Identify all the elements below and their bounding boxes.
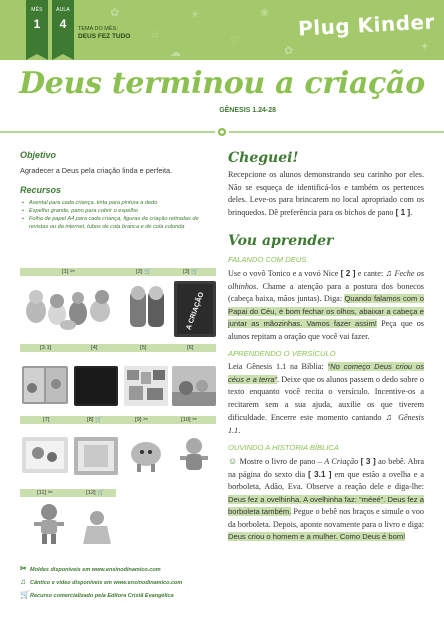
baby-icon: ☺ [228, 456, 238, 466]
recursos-list [20, 199, 216, 231]
doodle-cloud-icon: ☁ [170, 47, 181, 59]
left-column [20, 150, 216, 231]
aula-label: AULA [56, 7, 70, 13]
doodle-star-icon: ✦ [420, 41, 430, 53]
figure-label-7: [7] [43, 417, 50, 423]
sheep-image [124, 434, 168, 476]
painting-image [22, 437, 68, 473]
doodle-star-icon: ☆ [150, 29, 160, 41]
versiculo-heading: APRENDENDO O VERSÍCULO [228, 349, 336, 358]
doodle-leaf-icon: ✿ [110, 7, 120, 19]
stuffed-animals-image [22, 281, 120, 331]
footer-cantico: ♫ Cântico e vídeo disponíveis em www.ensinodinamico.com [20, 577, 183, 586]
doodle-heart-icon: ♡ [230, 35, 240, 47]
mirror-image [74, 437, 118, 475]
falando-text: Use o vovô Tonico e a vovó Nice [ 2 ] e cante: ♫ Feche os olhinhos. Chame a atenção para a postura dos bonecos (cabeça baixa, mãos juntas). Diga: Quando falamos com o Papai do Céu, é bom fechar os olhos, abaixar a cabeça e juntar as mãozinhas. Vamos fazer assim! Peça que os alunos repitam a oração que você vai fazer. [228, 268, 425, 341]
decorative-divider [0, 126, 444, 138]
figure-label-10: [10] ✂ [181, 417, 198, 423]
figure-label-12: [12] 🛒 [86, 490, 105, 496]
figure-label-3: [3] 🛒 [183, 269, 199, 275]
aula-tab [52, 0, 74, 54]
cheguei-text: Recepcione os alunos demonstrando seu carinho por eles. Não se esqueça de identificá-los e também os pertences deles. Leve-os para brincarem no local apropriado com os brinquedos. Dê preferência para os bichos de pano [ 1 ]. [228, 170, 424, 217]
historia-heading: OUVINDO A HISTÓRIA BÍBLICA [228, 443, 339, 452]
creation-collage-image [124, 366, 168, 406]
mes-tab [26, 0, 48, 54]
figure-label-6: [6] [187, 345, 194, 351]
objetivo-text: Agradecer a Deus pela criação linda e perfeita. [20, 166, 173, 175]
cheguei-heading: Cheguei! [228, 150, 299, 166]
scene-image [172, 366, 216, 406]
footer-moldes: ✂ Moldes disponíveis em www.ensinodinamico.com [20, 564, 161, 573]
cart-icon: 🛒 [20, 590, 30, 599]
title-area [0, 60, 444, 122]
historia-text: ☺ Mostre o livro de pano – A Criação [ 3 ] ao bebê. Abra na página do sexto dia [ 3.1 ] em que estão a ovelha e a borboleta, Adão, Eva. Observe a reação dele e diga-lhe: Deus fez a ovelhinha. A ovelhinha faz: “méeé”. Deus fez a borboleta também. Pegue o bebê nos braços e simule o voo da borboleta. Depois, aponte novamente para o livro e diga: Deus criou o homem e a mulher. Como Deus é bom! [228, 456, 425, 541]
dark-panel-image [74, 366, 118, 406]
scissors-icon: ✂ [20, 564, 27, 573]
header-banner [0, 0, 444, 62]
music-note-icon: ♫ [385, 268, 393, 278]
mes-value: 1 [33, 17, 41, 31]
adam-doll-image [28, 502, 70, 546]
book-page-image [22, 366, 68, 404]
page-title: Deus terminou a criação [19, 66, 425, 101]
list-item: • Espelho grande, pano para cobrir o espelho [20, 207, 216, 215]
bible-reference: GÊNESIS 1.24-28 [219, 107, 276, 114]
mes-label: MÊS [31, 7, 43, 13]
figure-label-8: [8] 🛒 [87, 417, 103, 423]
music-note-icon: ♫ [385, 412, 395, 422]
objetivo-heading: Objetivo [20, 150, 57, 160]
eve-doll-image [76, 508, 118, 548]
figure-label-2: [2] 🛒 [136, 269, 152, 275]
doodle-sun-icon: ☀ [190, 9, 200, 21]
vou-aprender-heading: Vou aprender [228, 233, 334, 249]
versiculo-text: Leia Gênesis 1.1 na Bíblia: “No começo Deus criou os céus e a terra”. Deixe que os alunos passem o dedo sobre o texto enquanto você recita o versículo. Incentive-os a recitarem sem a sua ajuda, auxilie os que tiverem dificuldade. Encerre este momento cantando ♫ Gênesis 1.1. [228, 362, 425, 435]
puppets-image [126, 281, 168, 333]
figure-label-11: [11] ✂ [37, 490, 53, 496]
right-column [228, 150, 424, 544]
falando-heading: FALANDO COM DEUS [228, 255, 307, 264]
music-note-icon: ♫ [20, 577, 26, 586]
book-cover-text: A CRIAÇÃO [185, 291, 206, 331]
list-item: • Avental para cada criança, tinta para pintura a dedo [20, 199, 216, 207]
tema-do-mes [78, 26, 130, 40]
figure-label-1: [1] ✂ [62, 269, 75, 275]
doodle-flower-icon: ✿ [284, 45, 294, 57]
figure-label-5: [5] [140, 345, 147, 351]
tema-value: DEUS FEZ TUDO [78, 33, 131, 40]
aula-value: 4 [59, 17, 67, 31]
plug-kinder-logo: Plug Kinder [297, 9, 436, 41]
cloth-book-image [174, 281, 216, 337]
doll-image [172, 434, 216, 476]
doodle-flower-icon: ❀ [260, 7, 270, 19]
recursos-heading: Recursos [20, 185, 62, 195]
footer-recurso: 🛒Recurso comercializado pela Editora Cristã Evangélica [20, 590, 174, 599]
list-item: • Folha de papel A4 para cada criança, figuras da criação retiradas de revistas ou da internet, tubos de cola branca e de cola colorida [20, 215, 216, 231]
figure-label-4: [4] [91, 345, 98, 351]
figure-label-9: [9] ✂ [135, 417, 148, 423]
tema-label: TEMA DO MÊS: [78, 26, 118, 32]
figure-label-3-1: [3.1] [40, 345, 52, 351]
